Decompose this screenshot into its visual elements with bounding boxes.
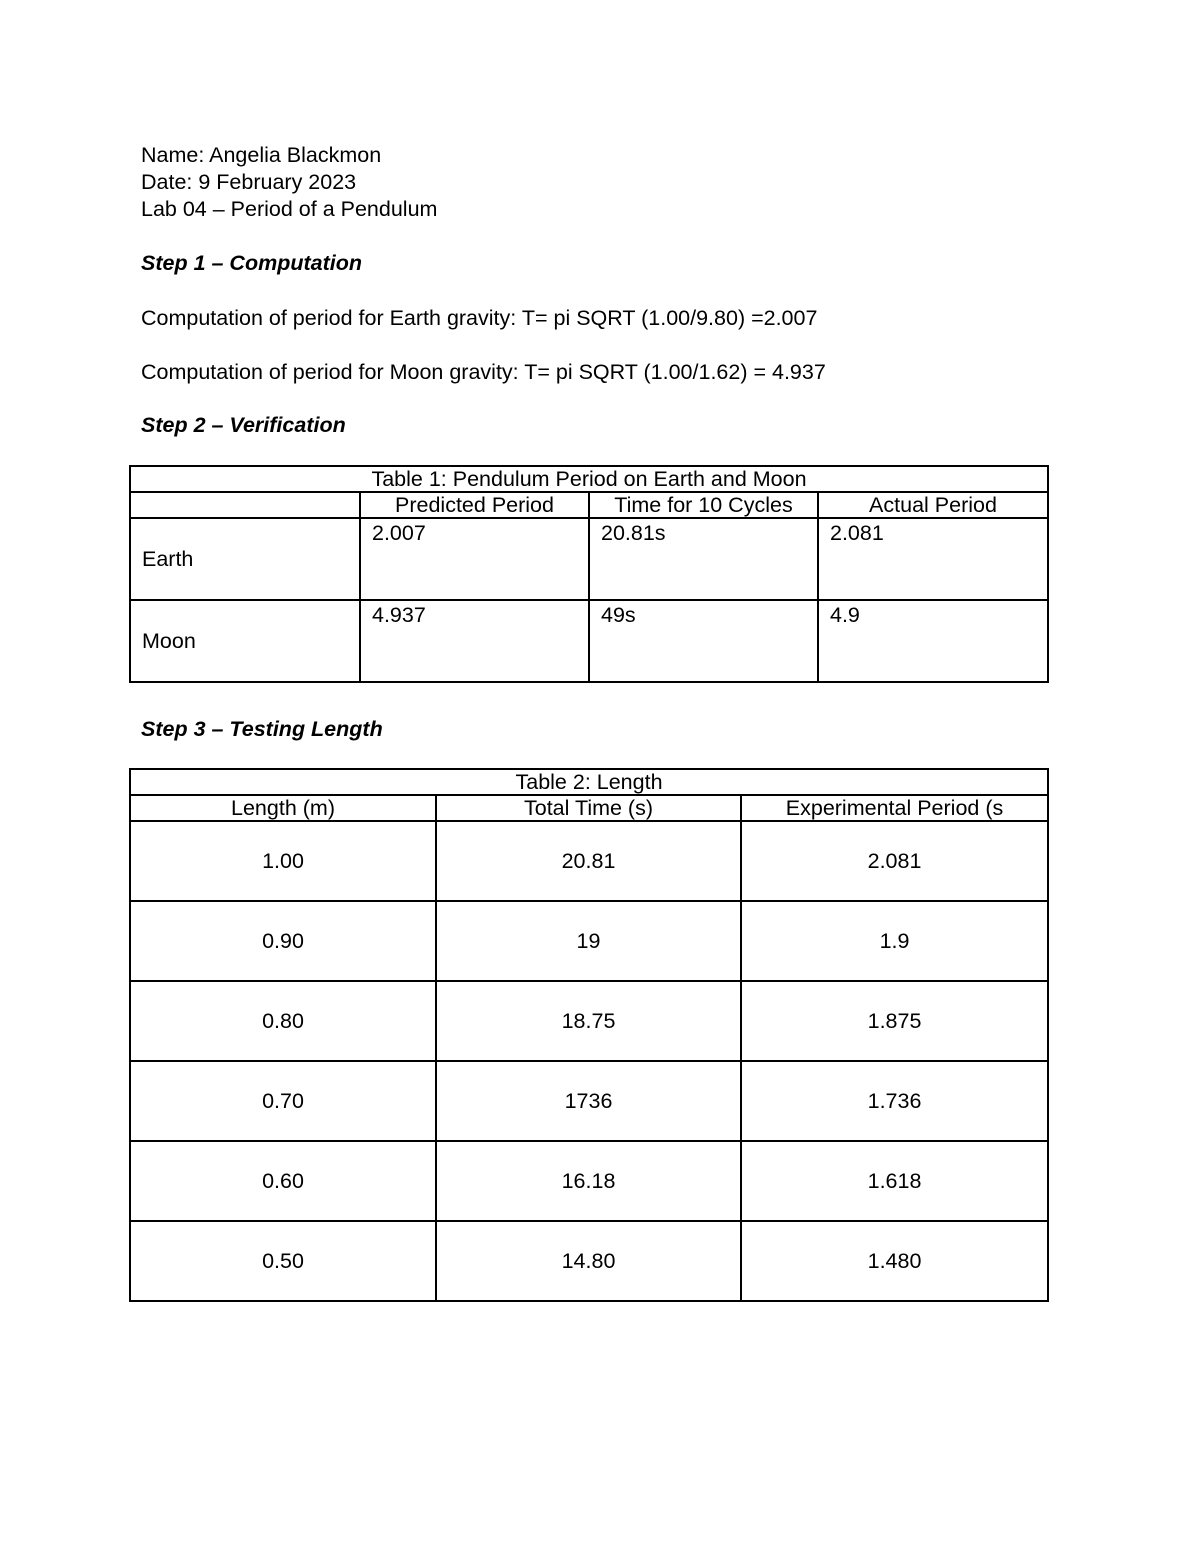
length-cell: 0.50 [130, 1221, 436, 1301]
length-cell: 0.70 [130, 1061, 436, 1141]
table1-caption: Table 1: Pendulum Period on Earth and Moon [130, 466, 1048, 492]
column-header: Length (m) [130, 795, 436, 821]
column-header [130, 492, 360, 518]
table-header-row [130, 492, 1048, 518]
total-time-cell: 14.80 [436, 1221, 741, 1301]
table-row [130, 1061, 1048, 1141]
experimental-period-cell: 2.081 [741, 821, 1048, 901]
total-time-cell: 16.18 [436, 1141, 741, 1221]
experimental-period-cell: 1.480 [741, 1221, 1048, 1301]
total-time-cell: 20.81 [436, 821, 741, 901]
column-header: Experimental Period (s [741, 795, 1048, 821]
total-time-cell: 18.75 [436, 981, 741, 1061]
table-row [130, 1141, 1048, 1221]
time-10-cycles: 20.81s [589, 518, 818, 600]
table-row [130, 821, 1048, 901]
table-row [130, 1221, 1048, 1301]
actual-period: 2.081 [818, 518, 1048, 600]
experimental-period-cell: 1.875 [741, 981, 1048, 1061]
table-row [130, 518, 1048, 600]
length-cell: 1.00 [130, 821, 436, 901]
length-cell: 0.80 [130, 981, 436, 1061]
lab-title: Lab 04 – Period of a Pendulum [141, 197, 438, 221]
row-label: Earth [130, 518, 360, 600]
predicted-period: 4.937 [360, 600, 589, 682]
total-time-cell: 19 [436, 901, 741, 981]
table-row [130, 981, 1048, 1061]
pendulum-period-table [129, 465, 1049, 683]
student-name: Name: Angelia Blackmon [141, 143, 382, 167]
length-cell: 0.90 [130, 901, 436, 981]
length-cell: 0.60 [130, 1141, 436, 1221]
experimental-period-cell: 1.618 [741, 1141, 1048, 1221]
moon-computation: Computation of period for Moon gravity: T= pi SQRT (1.00/1.62) = 4.937 [141, 360, 826, 384]
total-time-cell: 1736 [436, 1061, 741, 1141]
earth-computation: Computation of period for Earth gravity: T= pi SQRT (1.00/9.80) =2.007 [141, 306, 818, 330]
step2-heading: Step 2 – Verification [141, 413, 346, 437]
length-table [129, 768, 1049, 1302]
actual-period: 4.9 [818, 600, 1048, 682]
predicted-period: 2.007 [360, 518, 589, 600]
experimental-period-cell: 1.9 [741, 901, 1048, 981]
experimental-period-cell: 1.736 [741, 1061, 1048, 1141]
column-header: Actual Period [818, 492, 1048, 518]
lab-date: Date: 9 February 2023 [141, 170, 357, 194]
table2-caption: Table 2: Length [130, 769, 1048, 795]
table-header-row [130, 795, 1048, 821]
column-header: Time for 10 Cycles [589, 492, 818, 518]
time-10-cycles: 49s [589, 600, 818, 682]
column-header: Predicted Period [360, 492, 589, 518]
step1-heading: Step 1 – Computation [141, 251, 362, 275]
table-row [130, 901, 1048, 981]
column-header: Total Time (s) [436, 795, 741, 821]
step3-heading: Step 3 – Testing Length [141, 717, 383, 741]
table-caption-row [130, 769, 1048, 795]
row-label: Moon [130, 600, 360, 682]
table-caption-row [130, 466, 1048, 492]
table-row [130, 600, 1048, 682]
